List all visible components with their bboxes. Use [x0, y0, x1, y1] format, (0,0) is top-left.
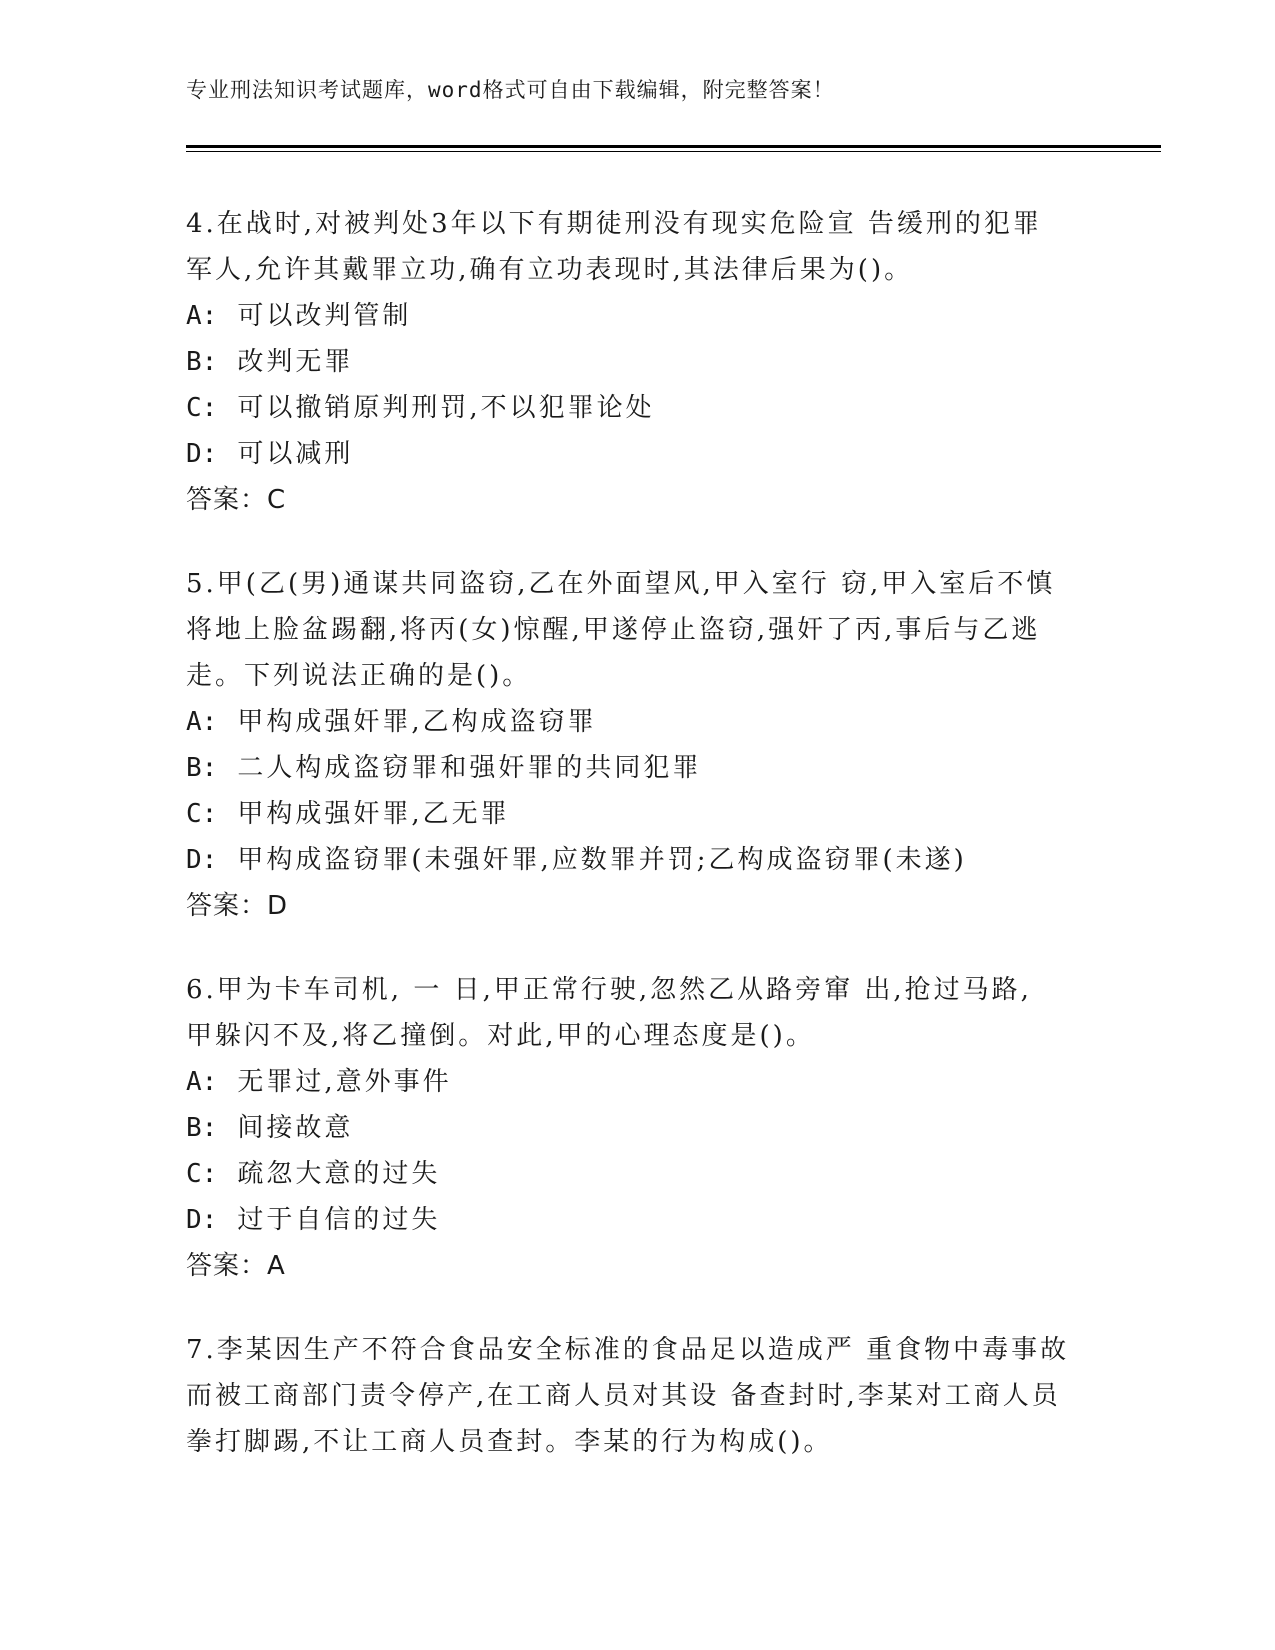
option-letter: A: — [186, 301, 218, 331]
question-stem-line: 6.甲为卡车司机, 一 日,甲正常行驶,忽然乙从路旁窜 出,抢过马路, — [186, 975, 1032, 1005]
question-stem-line: 走。下列说法正确的是()。 — [186, 661, 532, 691]
question-stem-line: 甲躲闪不及,将乙撞倒。对此,甲的心理态度是()。 — [186, 1021, 815, 1051]
option-b — [186, 339, 1086, 385]
question-stem-line: 拳打脚踢,不让工商人员查封。李某的行为构成()。 — [186, 1427, 833, 1457]
question-stem-line: 而被工商部门责令停产,在工商人员对其设 备查封时,李某对工商人员 — [186, 1381, 1061, 1411]
option-text: 可以改判管制 — [237, 301, 412, 331]
question-6 — [186, 967, 1086, 1289]
option-letter: A: — [186, 1067, 218, 1097]
question-7 — [186, 1327, 1086, 1465]
option-letter: B: — [186, 753, 218, 783]
option-a — [186, 1059, 1086, 1105]
question-stem-line: 5.甲(乙(男)通谋共同盗窃,乙在外面望风,甲入室行 窃,甲入室后不慎 — [186, 569, 1056, 599]
header-rule-thin — [186, 151, 1161, 152]
option-text: 疏忽大意的过失 — [237, 1159, 441, 1189]
question-stem-line: 将地上脸盆踢翻,将丙(女)惊醒,甲遂停止盗窃,强奸了丙,事后与乙逃 — [186, 615, 1041, 645]
question-stem-line: 军人,允许其戴罪立功,确有立功表现时,其法律后果为()。 — [186, 255, 914, 285]
option-a — [186, 293, 1086, 339]
option-text: 可以减刑 — [237, 439, 354, 469]
option-b — [186, 745, 1086, 791]
option-text: 过于自信的过失 — [237, 1205, 441, 1235]
option-text: 改判无罪 — [237, 347, 354, 377]
option-letter: B: — [186, 347, 218, 377]
option-letter: D: — [186, 439, 218, 469]
answer-line: 答案：D — [186, 891, 289, 921]
answer-line: 答案：C — [186, 485, 287, 515]
option-d — [186, 1197, 1086, 1243]
option-letter: D: — [186, 1205, 218, 1235]
option-text: 可以撤销原判刑罚,不以犯罪论处 — [237, 393, 655, 423]
header-rule-thick — [186, 145, 1161, 148]
option-text: 甲构成强奸罪,乙无罪 — [237, 799, 510, 829]
option-d — [186, 431, 1086, 477]
option-letter: B: — [186, 1113, 218, 1143]
question-list — [186, 201, 1086, 1503]
option-d — [186, 837, 1086, 883]
question-stem-line: 7.李某因生产不符合食品安全标准的食品足以造成严 重食物中毒事故 — [186, 1335, 1070, 1365]
page-header: 专业刑法知识考试题库，word格式可自由下载编辑，附完整答案！ — [186, 78, 835, 102]
answer-line: 答案：A — [186, 1251, 286, 1281]
option-text: 无罪过,意外事件 — [237, 1067, 452, 1097]
option-text: 甲构成盗窃罪(未强奸罪,应数罪并罚;乙构成盗窃罪(未遂) — [237, 845, 967, 875]
option-c — [186, 791, 1086, 837]
option-letter: C: — [186, 799, 218, 829]
option-a — [186, 699, 1086, 745]
option-c — [186, 385, 1086, 431]
option-letter: A: — [186, 707, 218, 737]
option-text: 间接故意 — [237, 1113, 354, 1143]
question-4 — [186, 201, 1086, 523]
option-letter: D: — [186, 845, 218, 875]
option-letter: C: — [186, 1159, 218, 1189]
option-letter: C: — [186, 393, 218, 423]
option-b — [186, 1105, 1086, 1151]
question-stem-line: 4.在战时,对被判处3年以下有期徒刑没有现实危险宣 告缓刑的犯罪 — [186, 209, 1042, 239]
option-c — [186, 1151, 1086, 1197]
option-text: 二人构成盗窃罪和强奸罪的共同犯罪 — [237, 753, 702, 783]
option-text: 甲构成强奸罪,乙构成盗窃罪 — [237, 707, 597, 737]
question-5 — [186, 561, 1086, 929]
